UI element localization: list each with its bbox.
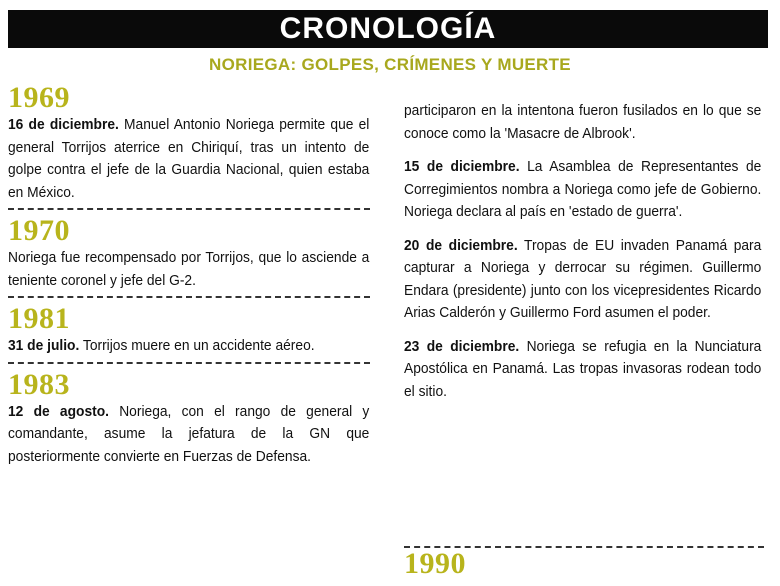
year-heading: 1981: [8, 302, 70, 335]
page-title: CRONOLOGÍA: [8, 10, 768, 48]
entry-date: 16 de diciembre.: [8, 116, 119, 133]
entry-date: 15 de diciembre.: [404, 158, 520, 175]
entry-body: Noriega se refugia en la Nunciatura Apostólica en Panamá. Las tropas invasoras rodean todo el sitio.: [404, 337, 762, 400]
entry-body: Manuel Antonio Noriega permite que el general Torrijos aterrice en Chiriquí, tras un intento de golpe contra el jefe de la Guardia Nacional, quien estaba en México.: [8, 116, 370, 201]
year-heading: 1983: [8, 367, 70, 401]
dashed-divider: [8, 296, 370, 298]
left-column: [8, 82, 370, 468]
dashed-divider: [8, 362, 370, 364]
dashed-divider: [8, 208, 370, 210]
entry-text: [8, 335, 369, 358]
year-heading: 1970: [8, 214, 70, 247]
entry-text: [404, 336, 761, 404]
entry-text: [8, 114, 369, 204]
entry-1983: [8, 369, 370, 469]
year-heading: 1990: [404, 547, 466, 580]
entry-1969: [8, 82, 370, 204]
page-subtitle: NORIEGA: GOLPES, CRÍMENES Y MUERTE: [209, 55, 571, 74]
entry-text: [8, 247, 369, 292]
entry-text: [8, 401, 369, 469]
entry-text: [404, 235, 761, 325]
entry-body: Torrijos muere en un accidente aéreo.: [79, 337, 315, 354]
year-heading: 1969: [8, 81, 70, 114]
entry-date: 31 de julio.: [8, 337, 80, 354]
entry-body: La Asamblea de Representantes de Corregimientos nombra a Noriega como jefe de Gobierno. Noriega declara al país en 'estado de guerra'.: [404, 158, 762, 220]
entry-body: Noriega, con el rango de general y comandante, asume la jefatura de la GN que posteriormente convierte en Fuerzas de Defensa.: [8, 402, 370, 465]
entry-body: participaron en la intentona fueron fusilados en lo que se conoce como la 'Masacre de Albrook'.: [404, 102, 762, 142]
entry-text: [404, 100, 761, 145]
entry-date: 12 de agosto.: [8, 402, 109, 420]
right-column: [404, 100, 762, 403]
entry-body: Noriega fue recompensado por Torrijos, que lo asciende a teniente coronel y jefe del G-2.: [8, 249, 370, 289]
entry-1970: [8, 215, 370, 292]
entry-date: 23 de diciembre.: [404, 337, 520, 355]
entry-body: Tropas de EU invaden Panamá para capturar a Noriega y derrocar su régimen. Guillermo Endara (presidente) junto con los vicepresidentes Ricardo Arias Calderón y Guillermo Ford asumen el poder.: [404, 236, 762, 321]
entry-date: 20 de diciembre.: [404, 236, 518, 254]
entry-text: [404, 156, 761, 224]
entry-1981: [8, 303, 370, 358]
